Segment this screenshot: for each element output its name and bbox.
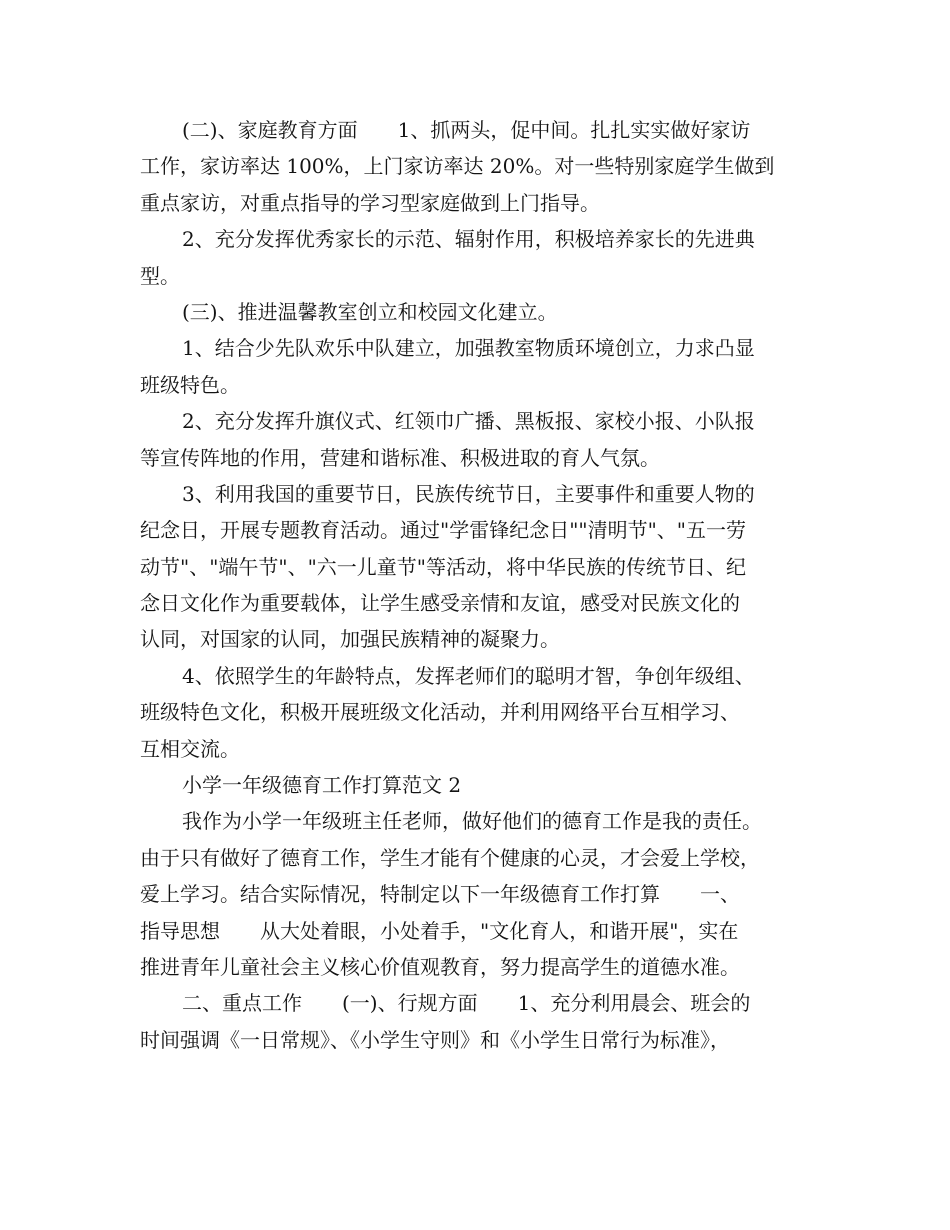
document-page — [140, 112, 830, 1058]
text-line: 等宣传阵地的作用，营建和谐标准、积极进取的育人气氛。 — [140, 445, 660, 470]
text-line: 时间强调《一日常规》、《小学生守则》和《小学生日常行为标准》， — [140, 1027, 730, 1052]
text-line: 工作，家访率达 100%，上门家访率达 20%。对一些特别家庭学生做到 — [140, 154, 775, 179]
text-line: 动节"、"端午节"、"六一儿童节"等活动，将中华民族的传统节日、纪 — [140, 554, 746, 579]
text-line: 认同，对国家的认同，加强民族精神的凝聚力。 — [140, 627, 560, 652]
text-line: 4、依照学生的年龄特点，发挥老师们的聪明才智，争创年级组、 — [182, 663, 755, 688]
text-line: 班级特色文化，积极开展班级文化活动，并利用网络平台互相学习、 — [140, 700, 740, 725]
text-line: 推进青年儿童社会主义核心价值观教育，努力提高学生的道德水准。 — [140, 954, 740, 979]
text-line: 我作为小学一年级班主任老师，做好他们的德育工作是我的责任。 — [182, 809, 762, 834]
text-line: 二、重点工作 (一)、行规方面 1、充分利用晨会、班会的 — [182, 991, 751, 1016]
text-line: 爱上学习。结合实际情况，特制定以下一年级德育工作打算 一、 — [140, 882, 740, 907]
text-line: (二)、家庭教育方面 1、抓两头，促中间。扎扎实实做好家访 — [182, 118, 751, 142]
text-line: (三)、推进温馨教室创立和校园文化建立。 — [182, 299, 558, 324]
text-line: 互相交流。 — [140, 736, 240, 761]
text-line: 小学一年级德育工作打算范文 2 — [182, 773, 462, 798]
text-line: 2、充分发挥优秀家长的示范、辐射作用，积极培养家长的先进典 — [182, 227, 755, 252]
text-line: 班级特色。 — [140, 372, 240, 397]
text-line: 1、结合少先队欢乐中队建立，加强教室物质环境创立，力求凸显 — [182, 336, 755, 361]
text-line: 指导思想 从大处着眼，小处着手，"文化育人，和谐开展"，实在 — [140, 918, 739, 943]
text-line: 型。 — [140, 263, 180, 288]
text-line: 念日文化作为重要载体，让学生感受亲情和友谊，感受对民族文化的 — [140, 591, 740, 616]
text-line: 纪念日，开展专题教育活动。通过"学雷锋纪念日""清明节"、"五一劳 — [140, 518, 746, 543]
text-line: 3、利用我国的重要节日，民族传统节日，主要事件和重要人物的 — [182, 481, 755, 506]
text-line: 2、充分发挥升旗仪式、红领巾广播、黑板报、家校小报、小队报 — [182, 409, 755, 434]
text-line: 重点家访，对重点指导的学习型家庭做到上门指导。 — [140, 190, 600, 215]
text-line: 由于只有做好了德育工作，学生才能有个健康的心灵，才会爱上学校， — [140, 845, 760, 870]
